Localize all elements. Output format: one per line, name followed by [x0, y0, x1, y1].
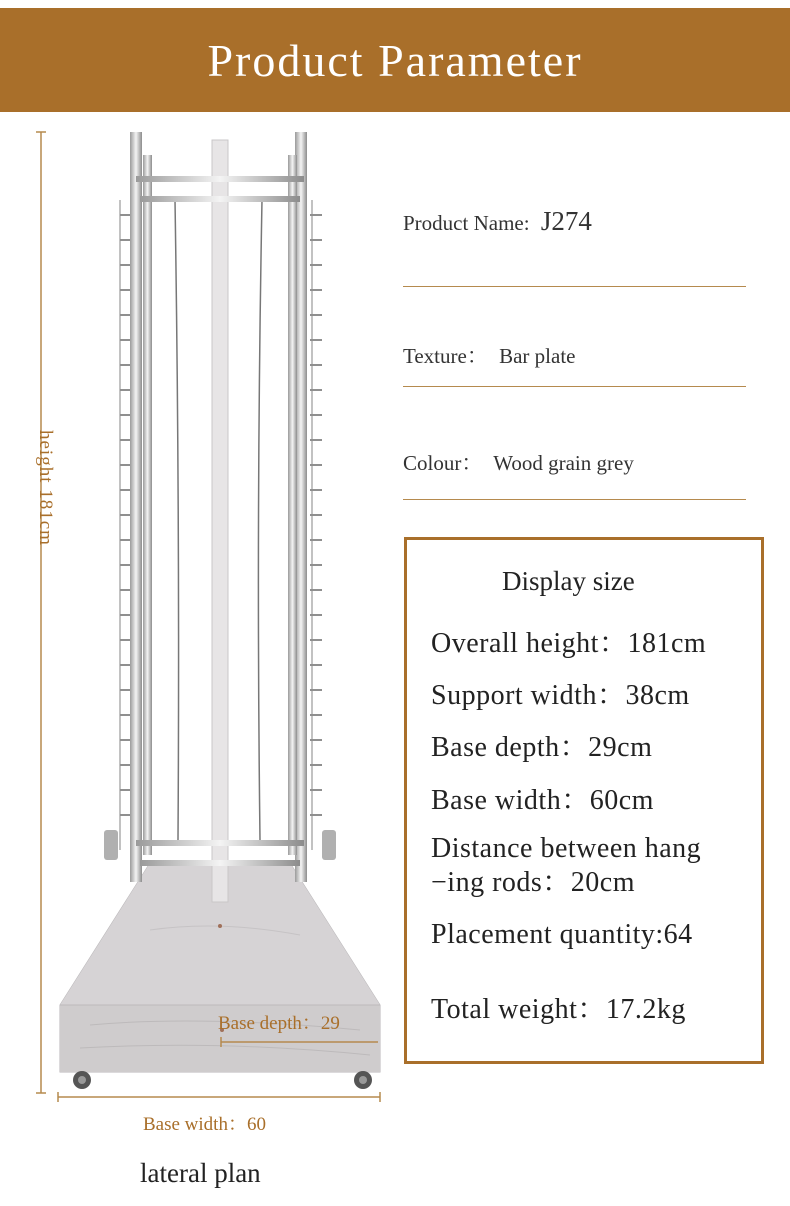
overall-height: Overall height：181cm: [431, 628, 707, 659]
height-dimension-label: height 181cm: [35, 430, 56, 546]
texture-label: Texture：: [403, 344, 488, 368]
divider: [403, 499, 746, 500]
colour-value: Wood grain grey: [493, 451, 634, 475]
product-name-row: [403, 206, 746, 237]
display-size-title: Display size: [502, 566, 635, 596]
colour-row: [403, 447, 746, 477]
texture-value: Bar plate: [499, 344, 576, 368]
base-depth: Base depth：29cm: [431, 732, 653, 763]
header-banner: [0, 8, 790, 112]
lateral-plan-caption: lateral plan: [140, 1158, 261, 1188]
product-name-label: Product Name:: [403, 211, 530, 235]
display-size-box: [404, 537, 764, 1064]
texture-row: [403, 340, 746, 370]
support-width: Support width：38cm: [431, 680, 690, 711]
distance-line-1: Distance between hang: [431, 833, 702, 864]
base-width-dimension-label: Base width：60: [143, 1114, 266, 1135]
base-depth-dimension-label: Base depth：29: [218, 1013, 340, 1034]
total-weight: Total weight：17.2kg: [431, 994, 686, 1025]
product-illustration: [0, 112, 400, 1206]
product-name-value: J274: [540, 206, 592, 236]
divider: [403, 386, 746, 387]
page-title: Product Parameter: [207, 34, 583, 86]
base-width: Base width：60cm: [431, 785, 654, 816]
divider: [403, 286, 746, 287]
colour-label: Colour：: [403, 451, 483, 475]
placement-quantity: Placement quantity:64: [431, 919, 693, 950]
distance-line-2: −ing rods：20cm: [431, 867, 635, 898]
